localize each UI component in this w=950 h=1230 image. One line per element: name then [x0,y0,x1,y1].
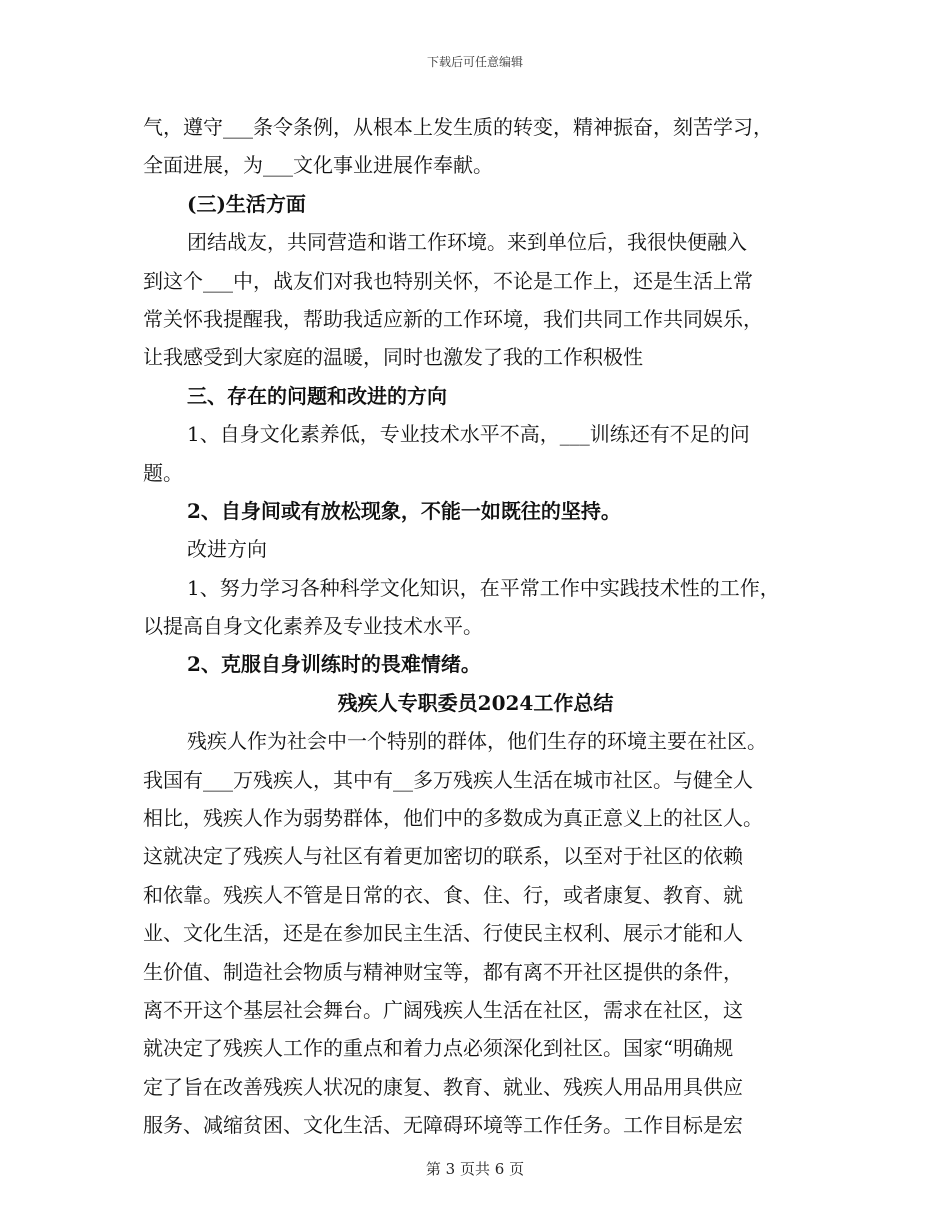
text-line: 气，遵守___条令条例，从根本上发生质的转变，精神振奋，刻苦学习， [143,115,773,139]
text-line: 到这个___中，战友们对我也特别关怀，不论是工作上，还是生活上常 [143,268,753,293]
document-body [143,108,808,1145]
text-line: 服务、减缩贫困、文化生活、无障碍环境等工作任务。工作目标是宏 [143,1113,743,1138]
bold-text-line: 2、克服自身训练时的畏难情绪。 [187,652,481,677]
section-heading: (三)生活方面 [187,191,306,216]
text-line: 残疾人作为社会中一个特别的群体，他们生存的环境主要在社区。 [187,729,767,754]
text-line: 改进方向 [187,537,267,562]
text-line: 1、努力学习各种科学文化知识，在平常工作中实践技术性的工作， [187,575,780,600]
text-line: 生价值、制造社会物质与精神财宝等，都有离不开社区提供的条件， [143,959,743,984]
page-header: 下载后可任意编辑 [426,55,523,69]
text-line: 1、自身文化素养低，专业技术水平不高，___训练还有不足的问 [187,422,750,447]
text-line: 这就决定了残疾人与社区有着更加密切的联系，以至对于社区的依赖 [143,844,743,869]
text-line: 题。 [143,460,183,485]
text-line: 业、文化生活，还是在参加民主生活、行使民主权利、展示才能和人 [143,921,743,946]
text-line: 常关怀我提醒我，帮助我适应新的工作环境，我们共同工作共同娱乐， [143,306,763,331]
text-line: 相比，残疾人作为弱势群体，他们中的多数成为真正意义上的社区人。 [143,806,763,831]
section-heading: 三、存在的问题和改进的方向 [187,383,447,408]
text-line: 定了旨在改善残疾人状况的康复、教育、就业、残疾人用品用具供应 [143,1074,743,1099]
text-line: 团结战友，共同营造和谐工作环境。来到单位后，我很快便融入 [187,230,747,255]
text-line: 和依靠。残疾人不管是日常的衣、食、住、行，或者康复、教育、就 [143,882,743,907]
text-line: 让我感受到大家庭的温暖，同时也激发了我的工作积极性 [143,345,643,370]
document-title: 残疾人专职委员2024工作总结 [337,690,614,715]
text-line: 以提高自身文化素养及专业技术水平。 [143,614,483,639]
bold-text-line: 2、自身间或有放松现象，不能一如既往的坚持。 [187,498,621,523]
text-line: 我国有___万残疾人，其中有__多万残疾人生活在城市社区。与健全人 [143,767,753,792]
page-footer: 第 3 页共 6 页 [425,1160,525,1178]
text-line: 离不开这个基层社会舞台。广阔残疾人生活在社区，需求在社区，这 [143,997,743,1022]
text-line: 全面进展，为___文化事业进展作奉献。 [143,153,493,178]
text-line: 就决定了残疾人工作的重点和着力点必须深化到社区。国家“明确规 [143,1036,734,1061]
